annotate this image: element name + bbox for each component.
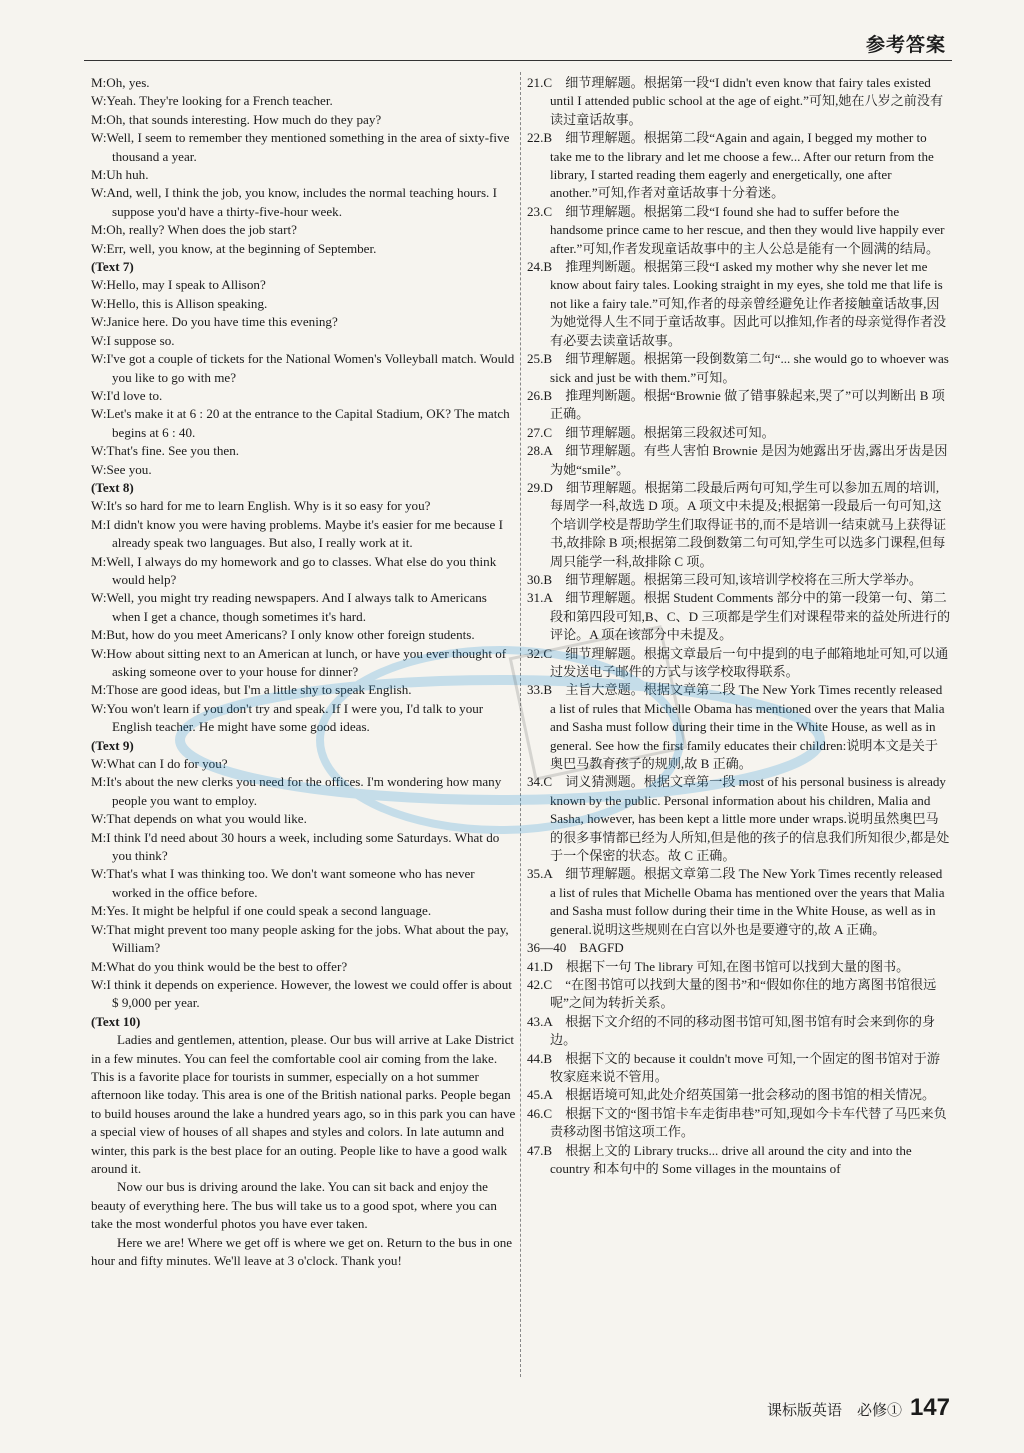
answer-item: 28.A 细节理解题。有些人害怕 Brownie 是因为她露出牙齿,露出牙齿是因为她“smile”。	[527, 443, 948, 477]
dialogue-line: Here we are! Where we get off is where we get on. Return to the bus in one hour and fifty minutes. We'll leave at 3 o'clock. Thank you!	[91, 1234, 516, 1268]
answer-item: 31.A 细节理解题。根据 Student Comments 部分中的第一段第一句、第二段和第四段可知,B、C、D 三项都是学生们对课程带来的益处所进行的评论。A 项在该部分中未提及。	[527, 590, 951, 643]
dialogue-line: M:But, how do you meet Americans? I only know other foreign students.	[91, 627, 475, 643]
dialogue-line: Ladies and gentlemen, attention, please. Our bus will arrive at Lake District in a few minutes. You can feel the comfortable cool air coming from the lake. This is a favorite place for tourists in summer, especially on a hot summer afternoon like today. This area is one of the British national parks. People began to build houses around the lake a hundred years ago, so in this park you can have a special view of houses of all shapes and styles and colors. In late autumn and winter, this park is the best place for an outing. People like to have a good walk around it.	[91, 1032, 519, 1176]
answer-item: 42.C “在图书馆可以找到大量的图书”和“假如你住的地方离图书馆很远呢”之间为转折关系。	[527, 976, 937, 1011]
dialogue-line: M:Uh huh.	[91, 167, 149, 183]
dialogue-line: W:What can I do for you?	[91, 756, 228, 772]
answer-item: 33.B 主旨大意题。根据文章第二段 The New York Times recently released a list of rules that Michelle Obama has mentioned over the years that Malia and Sasha must follow during their time in the White House, as well as in general. See how the first family educates their children:说明本文是关于奥巴马教育孩子的规则,故 B 正确。	[527, 682, 948, 772]
right-column	[527, 74, 951, 1178]
answer-item: 44.B 根据下文的 because it couldn't move 可知,一个固定的图书馆对于游牧家庭来说不管用。	[527, 1050, 940, 1084]
dialogue-line: W:Janice here. Do you have time this evening?	[91, 314, 338, 330]
answer-item: 47.B 根据上文的 Library trucks... drive all around the city and into the country 和本句中的 Some villages in the mountains of	[527, 1142, 916, 1176]
dialogue-line: W:That's fine. See you then.	[91, 443, 240, 459]
dialogue-line: W:Well, you might try reading newspapers. And I always talk to Americans when I get a chance, though sometimes it's hard.	[91, 590, 491, 624]
page-number: 147	[909, 1394, 950, 1421]
answer-item: 32.C 细节理解题。根据文章最后一句中提到的电子邮箱地址可知,可以通过发送电子邮件的方式与该学校取得联系。	[527, 645, 949, 679]
dialogue-line: M:It's about the new clerks you need for the offices. I'm wondering how many people you want to employ.	[91, 774, 505, 808]
dialogue-line: W:It's so hard for me to learn English. Why is it so easy for you?	[91, 498, 431, 514]
answer-item: 22.B 细节理解题。根据第二段“Again and again, I begged my mother to take me to the library and let me choose a few... After our return from the library, I started reading them eagerly and energetically, one after another.”可知,作者对童话故事十分着迷。	[527, 130, 938, 201]
answer-item: 25.B 细节理解题。根据第一段倒数第二句“... she would go to whoever was sick and just be with them.”可知。	[527, 351, 953, 385]
dialogue-line: W:Yeah. They're looking for a French teacher.	[91, 93, 333, 109]
answer-item: 36—40 BAGFD	[527, 940, 624, 956]
dialogue-line: W:Hello, this is Allison speaking.	[91, 295, 268, 311]
section-tag: (Text 7)	[91, 259, 134, 275]
dialogue-line: W:You won't learn if you don't try and speak. If I were you, I'd talk to your English teacher. He might have some good ideas.	[91, 700, 487, 735]
dialogue-line: M:Those are good ideas, but I'm a little shy to speak English.	[91, 682, 412, 698]
dialogue-line: W:Well, I seem to remember they mentioned something in the area of sixty-five thousand a year.	[91, 130, 513, 164]
dialogue-line: W:How about sitting next to an American at lunch, or have you ever thought of asking someone over to your house for dinner?	[91, 645, 510, 679]
dialogue-line: W:That might prevent too many people asking for the jobs. What about the pay, William?	[91, 921, 512, 956]
dialogue-line: M:Oh, really? When does the job start?	[91, 222, 297, 238]
answer-item: 34.C 词义猜测题。根据文章第一段 most of his personal business is already known by the public. Personal information about his children, Malia and Sasha, however, has been kept a little more under wraps.说明虽然奥巴马的很多事情都已经为人所知,但是他的孩子的信息我们所知很少,都是处于一个保密的状态。故 C 正确。	[527, 774, 950, 864]
answer-item: 41.D 根据下一句 The library 可知,在图书馆可以找到大量的图书。	[527, 958, 910, 974]
dialogue-line: M:Yes. It might be helpful if one could speak a second language.	[91, 903, 432, 919]
footer	[767, 1394, 950, 1422]
dialogue-line: W:I suppose so.	[91, 332, 175, 348]
dialogue-line: M:Well, I always do my homework and go to classes. What else do you think would help?	[91, 553, 500, 587]
answer-item: 45.A 根据语境可知,此处介绍英国第一批会移动的图书馆的相关情况。	[527, 1087, 936, 1103]
answer-item: 23.C 细节理解题。根据第二段“I found she had to suffer before the handsome prince came to her rescue, and then they would live happily ever after.”可知,作者发现童话故事中的主人公总是能有一个圆满的结局。	[527, 203, 948, 256]
dialogue-line: W:That depends on what you would like.	[91, 811, 307, 827]
dialogue-line: W:And, well, I think the job, you know, includes the normal teaching hours. I suppose you'd have a thirty-five-hour week.	[91, 185, 501, 219]
header-title: 参考答案	[865, 35, 946, 56]
dialogue-line: Now our bus is driving around the lake. You can sit back and enjoy the beauty of everything here. The bus will take us to a good spot, where you can take the most wonderful photos you have ever taken.	[91, 1179, 501, 1232]
answer-item: 30.B 细节理解题。根据第三段可知,该培训学校将在三所大学举办。	[527, 571, 922, 587]
dialogue-line: W:See you.	[91, 461, 152, 477]
footer-label: 课标版英语 必修①	[766, 1403, 902, 1419]
answer-item: 35.A 细节理解题。根据文章第二段 The New York Times recently released a list of rules that Michelle Obama has mentioned over the years that Malia and Sasha must follow during their time in the White House, as well as in general.说明这些规则在白宫以外也是要遵守的,故 A 正确。	[527, 866, 948, 937]
dialogue-line: W:Hello, may I speak to Allison?	[91, 277, 266, 293]
dialogue-line: M:Oh, that sounds interesting. How much do they pay?	[91, 111, 382, 127]
answer-item: 29.D 细节理解题。根据第二段最后两句可知,学生可以参加五周的培训,每周学一科,故选 D 项。A 项文中未提及;根据第一段最后一句可知,这个培训学校是帮助学生们取得证书的,而不是培训一结束就马上获得证书,故排除 B 项;根据第二段倒数第二句可知,学生可以选多门课程,但每周只能学一科,故排除 C 项。	[527, 479, 947, 569]
answer-item: 43.A 根据下文介绍的不同的移动图书馆可知,图书馆有时会来到你的身边。	[527, 1013, 936, 1048]
dialogue-line: W:I've got a couple of tickets for the National Women's Volleyball match. Would you like to go with me?	[91, 351, 518, 385]
answer-item: 21.C 细节理解题。根据第一段“I didn't even know that fairy tales existed until I attended public school at the age of eight.”可知,她在八岁之前没有读过童话故事。	[527, 75, 944, 127]
left-column	[91, 74, 519, 1270]
answer-item: 26.B 推理判断题。根据“Brownie 做了错事躲起来,哭了”可以判断出 B 项正确。	[527, 387, 945, 422]
column-divider	[520, 72, 521, 1377]
answer-item: 46.C 根据下文的“图书馆卡车走街串巷”可知,现如今卡车代替了马匹来负责移动图书馆这项工作。	[527, 1105, 947, 1140]
answer-item: 27.C 细节理解题。根据第三段叙述可知。	[527, 424, 775, 440]
dialogue-line: W:That's what I was thinking too. We don't want someone who has never worked in the office before.	[91, 866, 478, 900]
dialogue-line: W:I'd love to.	[91, 387, 163, 403]
dialogue-line: W:Let's make it at 6 : 20 at the entrance to the Capital Stadium, OK? The match begins at 6 : 40.	[91, 406, 513, 440]
section-tag: (Text 10)	[91, 1013, 141, 1029]
header-rule	[84, 60, 952, 61]
dialogue-line: M:What do you think would be the best to offer?	[91, 958, 348, 974]
section-tag: (Text 8)	[91, 479, 134, 495]
dialogue-line: W:I think it depends on experience. However, the lowest we could offer is about $ 9,000 per year.	[91, 976, 516, 1011]
dialogue-line: M:I think I'd need about 30 hours a week, including some Saturdays. What do you think?	[91, 829, 503, 864]
dialogue-line: M:I didn't know you were having problems. Maybe it's easier for me because I already speak two languages. But also, I really work at it.	[91, 516, 507, 551]
dialogue-line: W:Err, well, you know, at the beginning of September.	[91, 240, 377, 256]
dialogue-line: M:Oh, yes.	[91, 75, 150, 90]
answer-item: 24.B 推理判断题。根据第三段“I asked my mother why she never let me know about fairy tales. Looking straight in my eyes, she told me that life is not like a fairy tale.”可知,作者的母亲曾经避免让作者接触童话故事,因为她觉得人生不同于童话故事。因此可以推知,作者的母亲觉得作者没有必要去读童话故事。	[527, 259, 947, 348]
section-tag: (Text 9)	[91, 737, 134, 753]
